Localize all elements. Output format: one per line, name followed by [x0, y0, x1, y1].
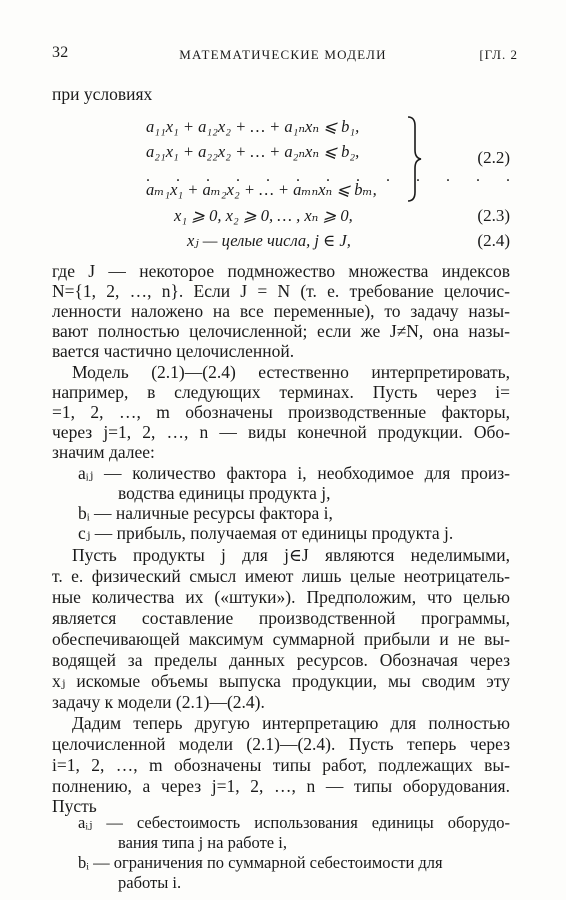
def2-aij-cont: вания типа j на работе i, [118, 833, 287, 852]
integrality-constraint: xⱼ — целые числа, j ∈ J, [187, 231, 351, 250]
para4-line-3: i=1, 2, …, m обозначены типы работ, подлежащих вы- [52, 755, 510, 775]
para3-line-2: т. е. физический смысл имеют лишь целые неотрицатель- [52, 566, 510, 586]
para1-line-1: где J — некоторое подмножество множества индексов [52, 261, 510, 281]
constraint-dots: . . . . . . . . . . . . . [146, 168, 521, 185]
def-aij: aᵢⱼ — количество фактора i, необходимое для произ- [78, 463, 510, 483]
para3-line-7: xⱼ искомые объемы выпуска продукции, мы сводим эту [52, 671, 510, 691]
constraint-row-m: aₘ₁x₁ + aₘ₂x₂ + … + aₘₙxₙ ⩽ bₘ, [146, 180, 377, 199]
para4-line-5: Пусть [52, 796, 97, 816]
chapter-label: [ГЛ. 2 [479, 47, 518, 62]
right-brace-icon [406, 116, 422, 202]
para1-line-3: ленности наложено на все переменные), то задачу назы- [52, 301, 510, 321]
constraint-row-1: a₁₁x₁ + a₁₂x₂ + … + a₁ₙxₙ ⩽ b₁, [146, 117, 360, 136]
def2-bi: bᵢ — ограничения по суммарной себестоимости для [78, 853, 443, 872]
para1-line-4: вают полностью целочисленной; если же J≠N, она назы- [52, 321, 510, 341]
para3-line-3: ные количества их («штуки»). Предположим, что целью [52, 587, 510, 607]
def2-aij: aᵢⱼ — себестоимость использования единицы оборудо- [78, 813, 510, 832]
para3-line-5: обеспечивающей максимум суммарной прибыли и не вы- [52, 629, 510, 649]
equation-label-2-2: (2.2) [477, 148, 510, 167]
para1-line-2: N={1, 2, …, n}. Если J = N (т. е. требование целочис- [52, 281, 510, 301]
para3-line-1: Пусть продукты j для j∈J являются неделимыми, [72, 545, 510, 565]
intro-text: при условиях [52, 84, 153, 104]
para2-line-4: через j=1, 2, …, n — виды конечной продукции. Обо- [52, 422, 510, 442]
para4-line-1: Дадим теперь другую интерпретацию для полностью [72, 713, 510, 733]
para4-line-4: полнению, а через j=1, 2, …, n — типы оборудования. [52, 776, 510, 796]
para2-line-1: Модель (2.1)—(2.4) естественно интерпретировать, [72, 362, 510, 382]
para3-line-6: водящей за пределы данных ресурсов. Обозначая через [52, 650, 510, 670]
def-cj: cⱼ — прибыль, получаемая от единицы продукта j. [78, 523, 454, 543]
para2-line-3: =1, 2, …, m обозначены производственные факторы, [52, 402, 510, 422]
para1-line-5: вается частично целочисленной. [52, 341, 295, 361]
def-bi: bᵢ — наличные ресурсы фактора i, [78, 503, 333, 523]
running-title: МАТЕМАТИЧЕСКИЕ МОДЕЛИ [179, 47, 387, 62]
para3-line-4: является составление производственной программы, [52, 608, 510, 628]
equation-label-2-4: (2.4) [477, 231, 510, 250]
equation-label-2-3: (2.3) [477, 206, 510, 225]
para4-line-2: целочисленной модели (2.1)—(2.4). Пусть теперь через [52, 734, 510, 754]
para2-line-5: значим далее: [52, 442, 155, 462]
constraint-row-2: a₂₁x₁ + a₂₂x₂ + … + a₂ₙxₙ ⩽ b₂, [146, 142, 360, 161]
page-number: 32 [52, 44, 69, 61]
def2-bi-cont: работы i. [118, 873, 182, 892]
para2-line-2: например, в следующих терминах. Пусть через i= [52, 382, 510, 402]
para3-line-8: задачу к модели (2.1)—(2.4). [52, 692, 265, 712]
def-aij-cont: водства единицы продукта j, [118, 483, 331, 503]
nonnegativity-constraint: x₁ ⩾ 0, x₂ ⩾ 0, … , xₙ ⩾ 0, [174, 206, 353, 225]
